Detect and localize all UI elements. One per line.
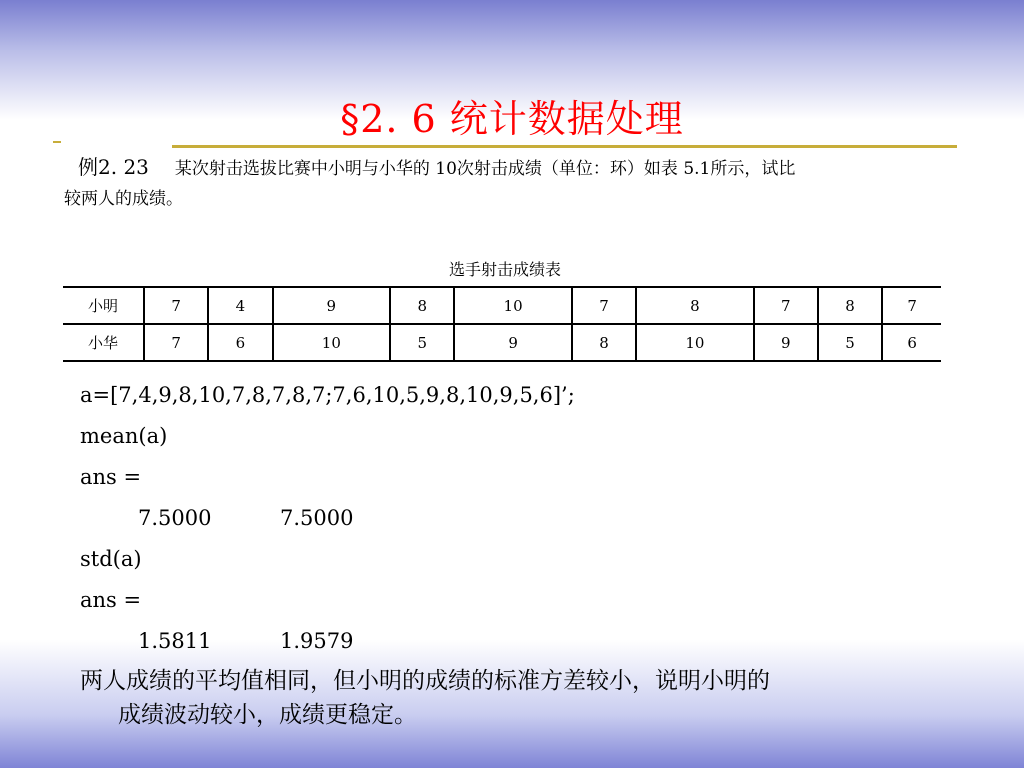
mean-value: 7.5000 <box>138 506 212 530</box>
table-cell: 7 <box>882 287 941 324</box>
table-cell: 6 <box>882 324 941 361</box>
code-line: a=[7,4,9,8,10,7,8,7,8,7;7,6,10,5,9,8,10,9,5,6]’; <box>80 383 575 407</box>
mean-result <box>80 498 575 539</box>
conclusion-text <box>80 664 950 732</box>
code-line: mean(a) <box>80 424 168 448</box>
table-cell: 7 <box>572 287 636 324</box>
example-text <box>64 152 944 214</box>
std-value: 1.9579 <box>280 629 354 653</box>
table-cell: 9 <box>754 324 818 361</box>
table-caption: 选手射击成绩表 <box>448 260 561 279</box>
row-name: 小华 <box>63 324 144 361</box>
table-cell: 8 <box>390 287 454 324</box>
table-cell: 6 <box>208 324 272 361</box>
std-value: 1.5811 <box>138 629 212 653</box>
title-rule-dash <box>53 141 61 143</box>
title-rule <box>172 145 957 148</box>
table-cell: 5 <box>818 324 882 361</box>
table-row <box>63 287 941 324</box>
code-line: ans = <box>80 465 142 489</box>
scores-table <box>63 286 941 362</box>
conclusion-line1: 两人成绩的平均值相同，但小明的成绩的标准方差较小，说明小明的 <box>80 668 770 694</box>
table-cell: 7 <box>144 287 208 324</box>
conclusion-line2: 成绩波动较小，成绩更稳定。 <box>118 702 417 728</box>
code-block <box>80 375 575 662</box>
table-cell: 10 <box>636 324 753 361</box>
slide-title: §2. 6 统计数据处理 <box>340 97 684 141</box>
table-cell: 10 <box>273 324 390 361</box>
code-line: std(a) <box>80 547 142 571</box>
example-text-line1: 某次射击选拔比赛中小明与小华的 10次射击成绩（单位：环）如表 5.1所示，试比 <box>174 159 796 179</box>
table-cell: 4 <box>208 287 272 324</box>
row-name: 小明 <box>63 287 144 324</box>
example-text-line2: 较两人的成绩。 <box>64 189 183 209</box>
code-line: ans = <box>80 588 142 612</box>
table-cell: 5 <box>390 324 454 361</box>
std-result <box>80 621 575 662</box>
table-cell: 9 <box>454 324 571 361</box>
table-cell: 7 <box>754 287 818 324</box>
table-cell: 10 <box>454 287 571 324</box>
mean-value: 7.5000 <box>280 506 354 530</box>
table-cell: 8 <box>572 324 636 361</box>
table-cell: 8 <box>818 287 882 324</box>
table-cell: 7 <box>144 324 208 361</box>
table-cell: 8 <box>636 287 753 324</box>
example-label: 例2. 23 <box>78 155 149 179</box>
table-cell: 9 <box>273 287 390 324</box>
table-row <box>63 324 941 361</box>
